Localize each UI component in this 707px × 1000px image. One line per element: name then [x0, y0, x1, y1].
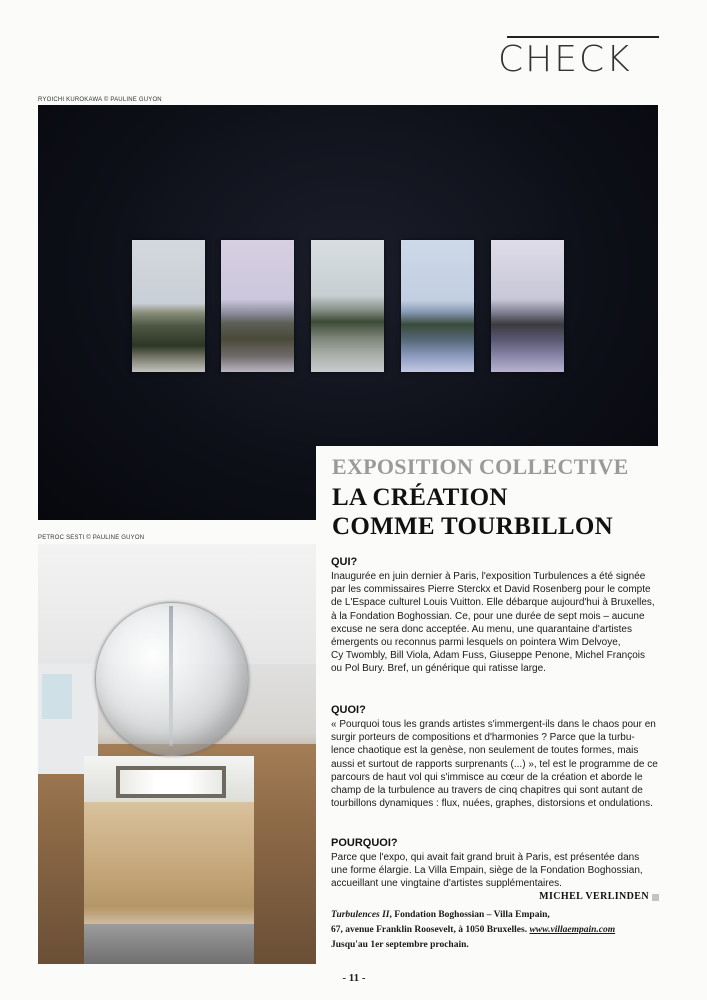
section-text-pourquoi: [331, 851, 666, 891]
section-label-pourquoi: POURQUOI?: [331, 837, 398, 849]
info-line-3: Jusqu'au 1er septembre prochain.: [331, 940, 469, 950]
info-line-2: [331, 924, 666, 937]
water-column: [169, 606, 173, 746]
page-number: - 11 -: [342, 972, 366, 984]
photo-credit-top: RYOICHI KUROKAWA © PAULINE GUYON: [38, 97, 162, 103]
section-label-quoi: QUOI?: [331, 704, 366, 716]
section-text-qui: [331, 570, 666, 676]
wall-artwork: [42, 674, 72, 719]
text-line: parcours de haut vol qui s'immisce au cœur de la création et aborde le: [331, 771, 643, 783]
author-byline: MICHEL VERLINDEN: [539, 891, 649, 902]
text-line: Cy Twombly, Bill Viola, Adam Fuss, Giuseppe Penone, Michel François: [331, 650, 646, 662]
text-line: surgir porteurs de compositions et d'harmonies ? Parce que la turbu-: [331, 732, 635, 744]
text-line: accueillant une vingtaine d'artistes supplémentaires.: [331, 878, 562, 890]
info-line-1: [331, 909, 666, 922]
photo-sphere-sculpture: [38, 544, 316, 964]
text-line: excuse ne sera donc acceptée. Au menu, une quarantaine d'artistes: [331, 623, 632, 635]
text-line: Inaugurée en juin dernier à Paris, l'exposition Turbulences a été signée: [331, 571, 646, 582]
article-title-line2: COMME TOURBILLON: [332, 513, 613, 540]
text-line: de L'Espace culturel Louis Vuitton. Elle débarque aujourd'hui à Bruxelles,: [331, 597, 655, 609]
text-line: lence chaotique est la genèse, non seulement de toutes formes, mais: [331, 745, 639, 757]
text-line: Parce que l'expo, qui avait fait grand bruit à Paris, est présentée dans: [331, 852, 640, 863]
text-line: aussi et surtout de rapports surprenants (...) », tel est le programme de ce: [331, 758, 658, 770]
text-line: ou Pol Bury. Bref, un générique qui ratisse large.: [331, 663, 546, 675]
text-line: tourbillons dynamiques : flux, nuées, graphes, distorsions et ondulations.: [331, 798, 653, 810]
text-line: par les commissaires Pierre Sterckx et David Rosenberg pour le compte: [331, 584, 651, 596]
article-kicker: EXPOSITION COLLECTIVE: [332, 454, 629, 479]
article-title-line1: LA CRÉATION: [332, 484, 508, 511]
plinth-base: [84, 924, 254, 964]
landscape-panel: [132, 240, 205, 372]
section-text-quoi: [331, 718, 666, 810]
venue-text: , Fondation Boghossian – Villa Empain,: [389, 910, 550, 920]
text-line: à la Fondation Boghossian. Ce, pour une durée de sept mois – aucune: [331, 610, 645, 622]
text-line: une forme élargie. La Villa Empain, siège de la Fondation Boghossian,: [331, 865, 643, 877]
section-header: CHECK: [498, 39, 632, 80]
landscape-panel: [401, 240, 474, 372]
plinth-reflection: [116, 766, 226, 798]
text-line: émergents ou reconnus parmi lesquels on pointera Wim Delvoye,: [331, 637, 621, 649]
landscape-panel: [311, 240, 384, 372]
section-label-qui: QUI?: [331, 556, 358, 568]
photo-credit-bottom: PETROC SESTI © PAULINE GUYON: [38, 535, 145, 541]
text-line: champ de la turbulence au travers de cinq chapitres qui sont autant de: [331, 785, 643, 797]
plinth-body: [84, 802, 254, 942]
text-line: « Pourquoi tous les grands artistes s'immergent-ils dans le chaos pour en: [331, 719, 656, 730]
website-link[interactable]: www.villaempain.com: [529, 925, 616, 935]
author-square-icon: [652, 894, 659, 901]
landscape-panel: [491, 240, 564, 372]
landscape-panel: [221, 240, 294, 372]
address-text: 67, avenue Franklin Roosevelt, à 1050 Bruxelles.: [331, 925, 530, 935]
exhibition-title: Turbulences II: [331, 910, 390, 920]
